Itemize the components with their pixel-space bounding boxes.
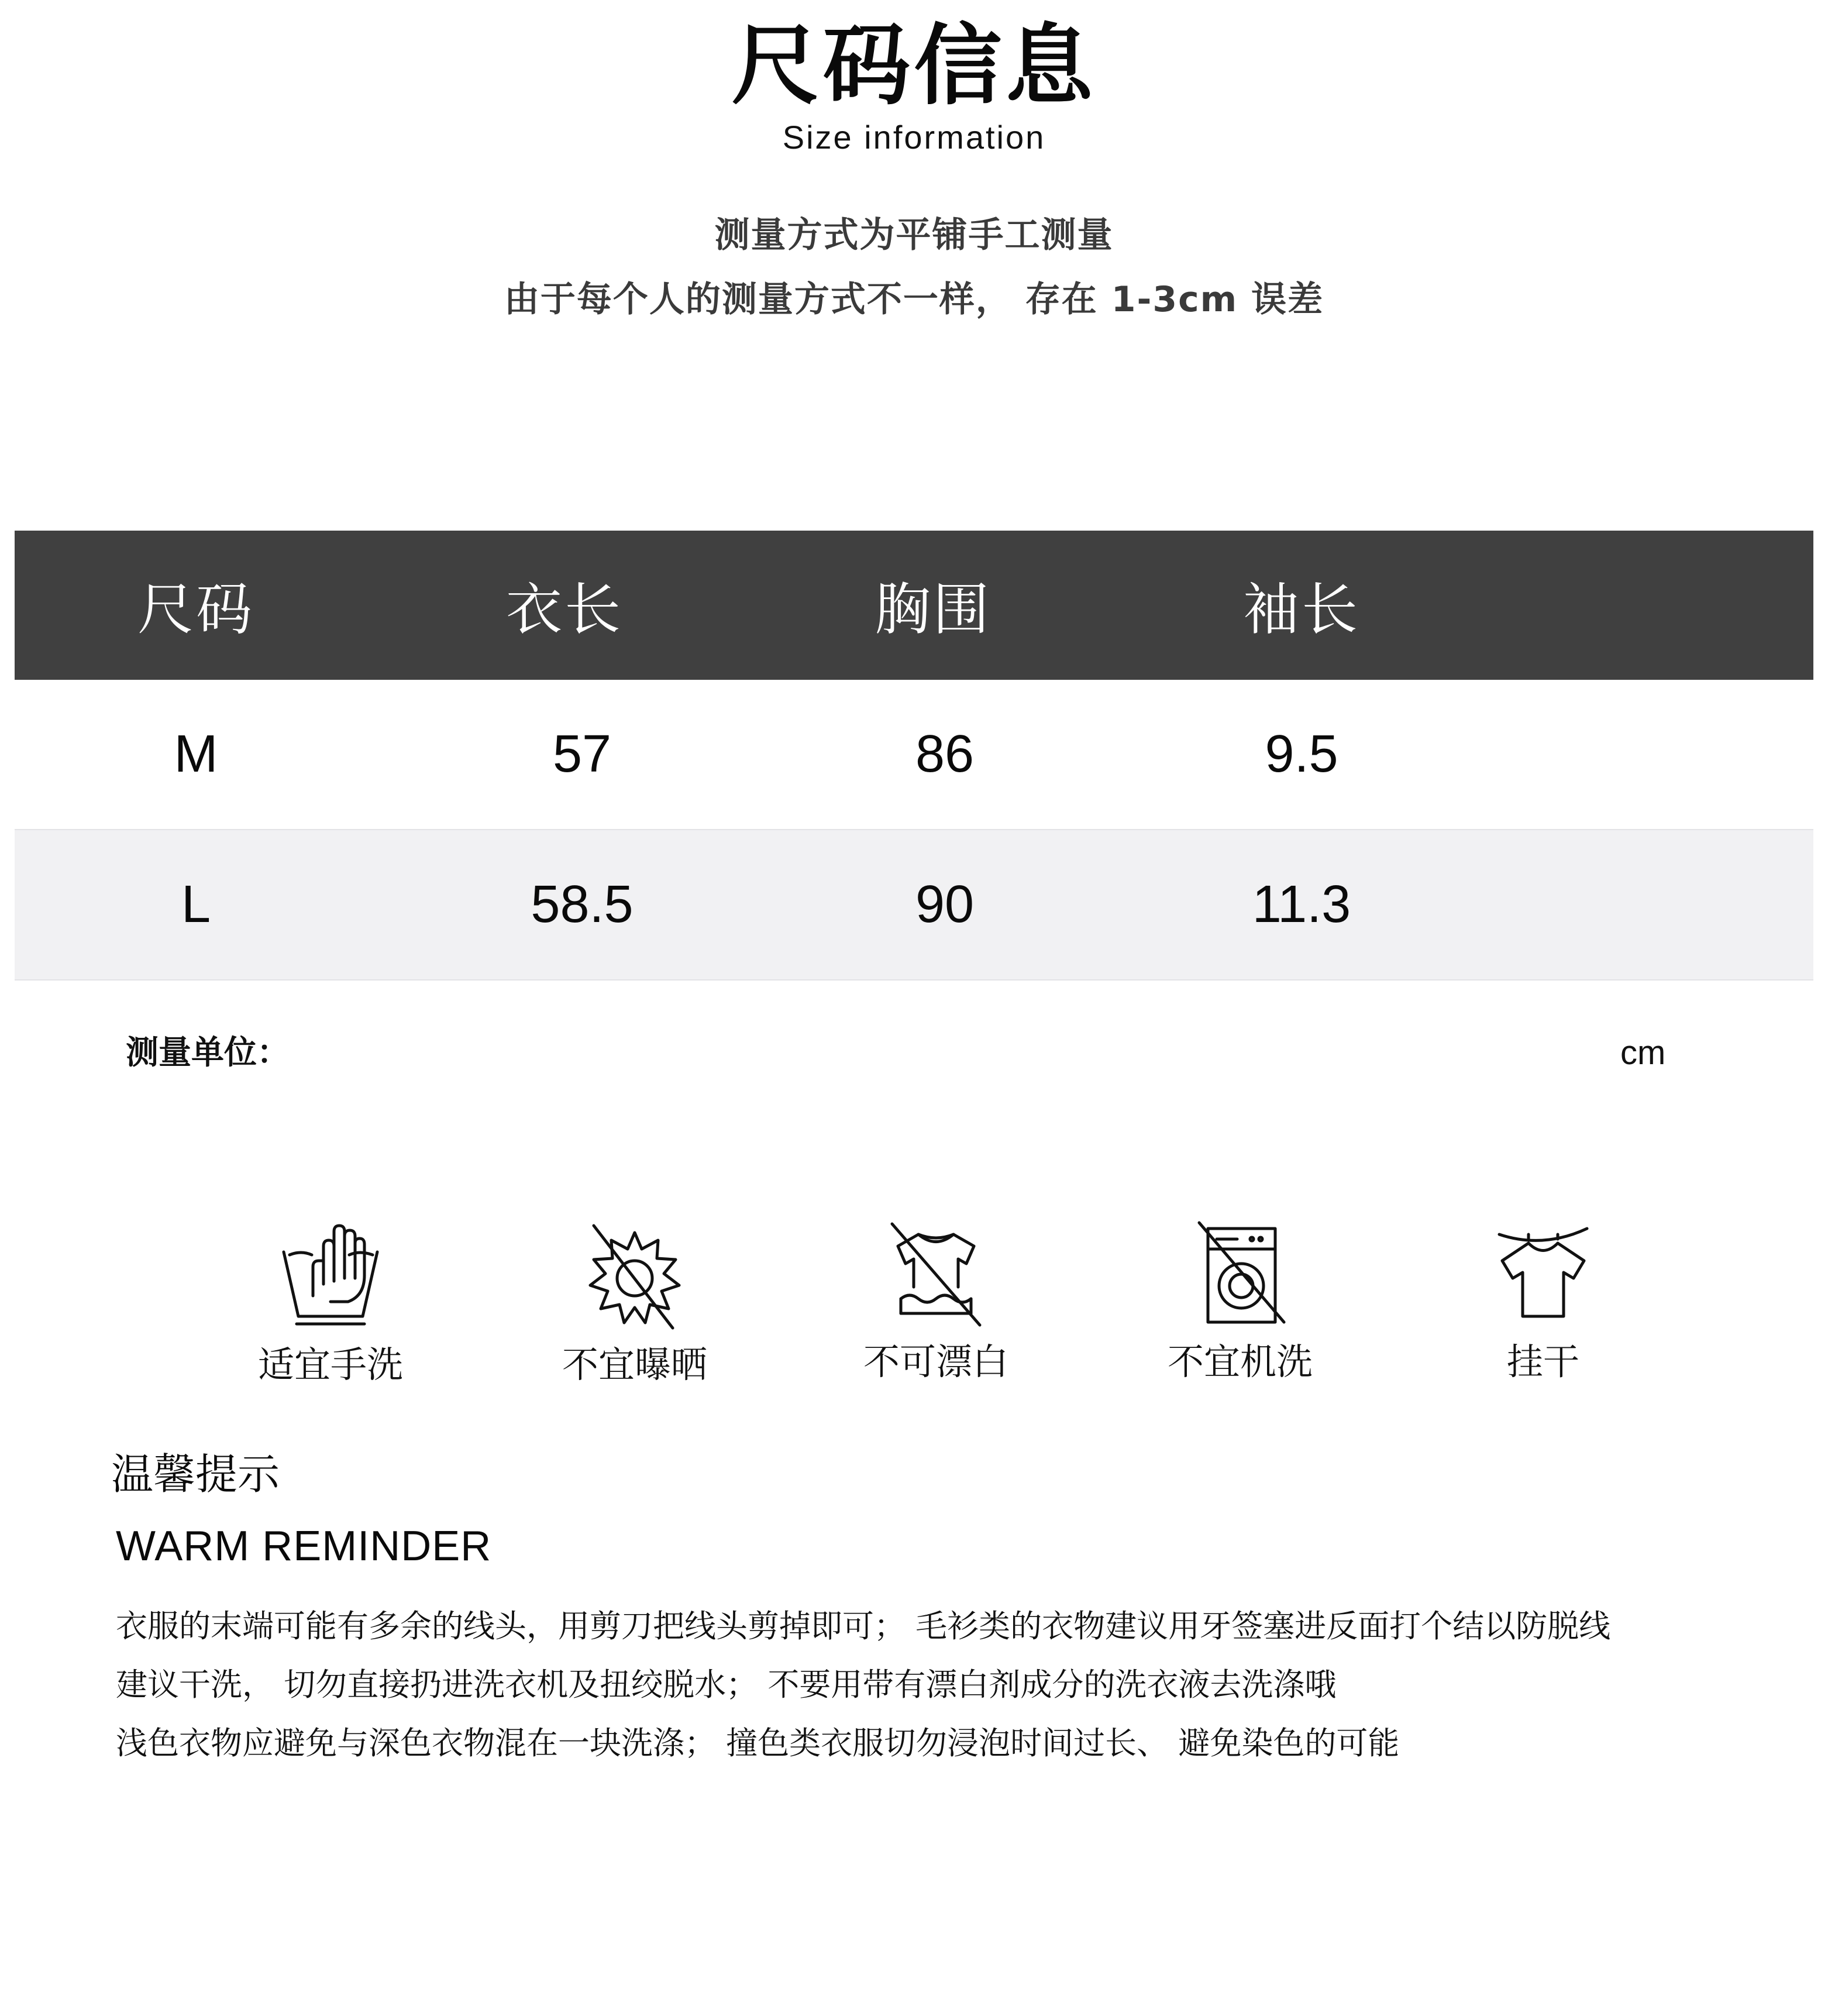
reminder-line: 衣服的末端可能有多余的线头，用剪刀把线头剪掉即可； 毛衫类的衣物建议用牙签塞进反面打个结以防脱线 [116, 1608, 1611, 1645]
table-row [15, 680, 1813, 829]
care-item-no-bleach [831, 1217, 1041, 1385]
reminder-line: 建议干洗， 切勿直接扔进洗衣机及扭绞脱水； 不要用带有漂白剂成分的洗衣液去洗涤哦 [116, 1666, 1337, 1703]
unit-value: cm [1620, 1034, 1666, 1072]
page-title: 尺码信息 [731, 15, 1097, 117]
header-length: 衣长 [506, 577, 623, 642]
unit-label: 测量单位： [126, 1034, 290, 1072]
hand-wash-icon [272, 1220, 389, 1331]
care-item-hand-wash [225, 1220, 436, 1388]
hang-dry-icon [1485, 1217, 1602, 1328]
no-machine-wash-icon [1182, 1217, 1299, 1328]
cell-size: M [174, 725, 218, 783]
cell-size: L [181, 875, 211, 934]
error-note: 由于每个人的测量方式不一样， 存在 1-3cm 误差 [504, 279, 1324, 320]
reminder-title-cn: 温馨提示 [111, 1450, 280, 1499]
care-label: 挂干 [1506, 1340, 1579, 1383]
size-table-header [15, 531, 1813, 680]
cell-sleeve: 11.3 [1252, 875, 1351, 934]
care-label: 适宜手洗 [257, 1343, 403, 1386]
no-sun-icon [576, 1220, 693, 1331]
cell-chest: 90 [915, 875, 975, 934]
reminder-title-en: WARM REMINDER [116, 1523, 492, 1570]
care-item-hang-dry [1438, 1217, 1648, 1385]
table-row [15, 829, 1813, 981]
no-bleach-icon [877, 1217, 994, 1328]
cell-chest: 86 [915, 725, 975, 783]
reminder-line: 浅色衣物应避免与深色衣物混在一块洗涤； 撞色类衣服切勿浸泡时间过长、 避免染色的可能 [116, 1725, 1400, 1762]
cell-sleeve: 9.5 [1265, 725, 1338, 783]
care-item-no-sun [529, 1220, 740, 1388]
header-chest: 胸围 [875, 577, 992, 642]
cell-length: 57 [552, 725, 612, 783]
care-item-no-machine-wash [1135, 1217, 1345, 1385]
care-label: 不可漂白 [863, 1340, 1008, 1383]
measurement-note: 测量方式为平铺手工测量 [714, 215, 1114, 256]
header-size: 尺码 [137, 577, 254, 642]
care-label: 不宜曝晒 [562, 1343, 707, 1386]
header-sleeve: 袖长 [1243, 577, 1360, 642]
care-label: 不宜机洗 [1167, 1340, 1313, 1383]
size-table [15, 531, 1813, 981]
page-subtitle: Size information [782, 119, 1046, 156]
cell-length: 58.5 [531, 875, 634, 934]
